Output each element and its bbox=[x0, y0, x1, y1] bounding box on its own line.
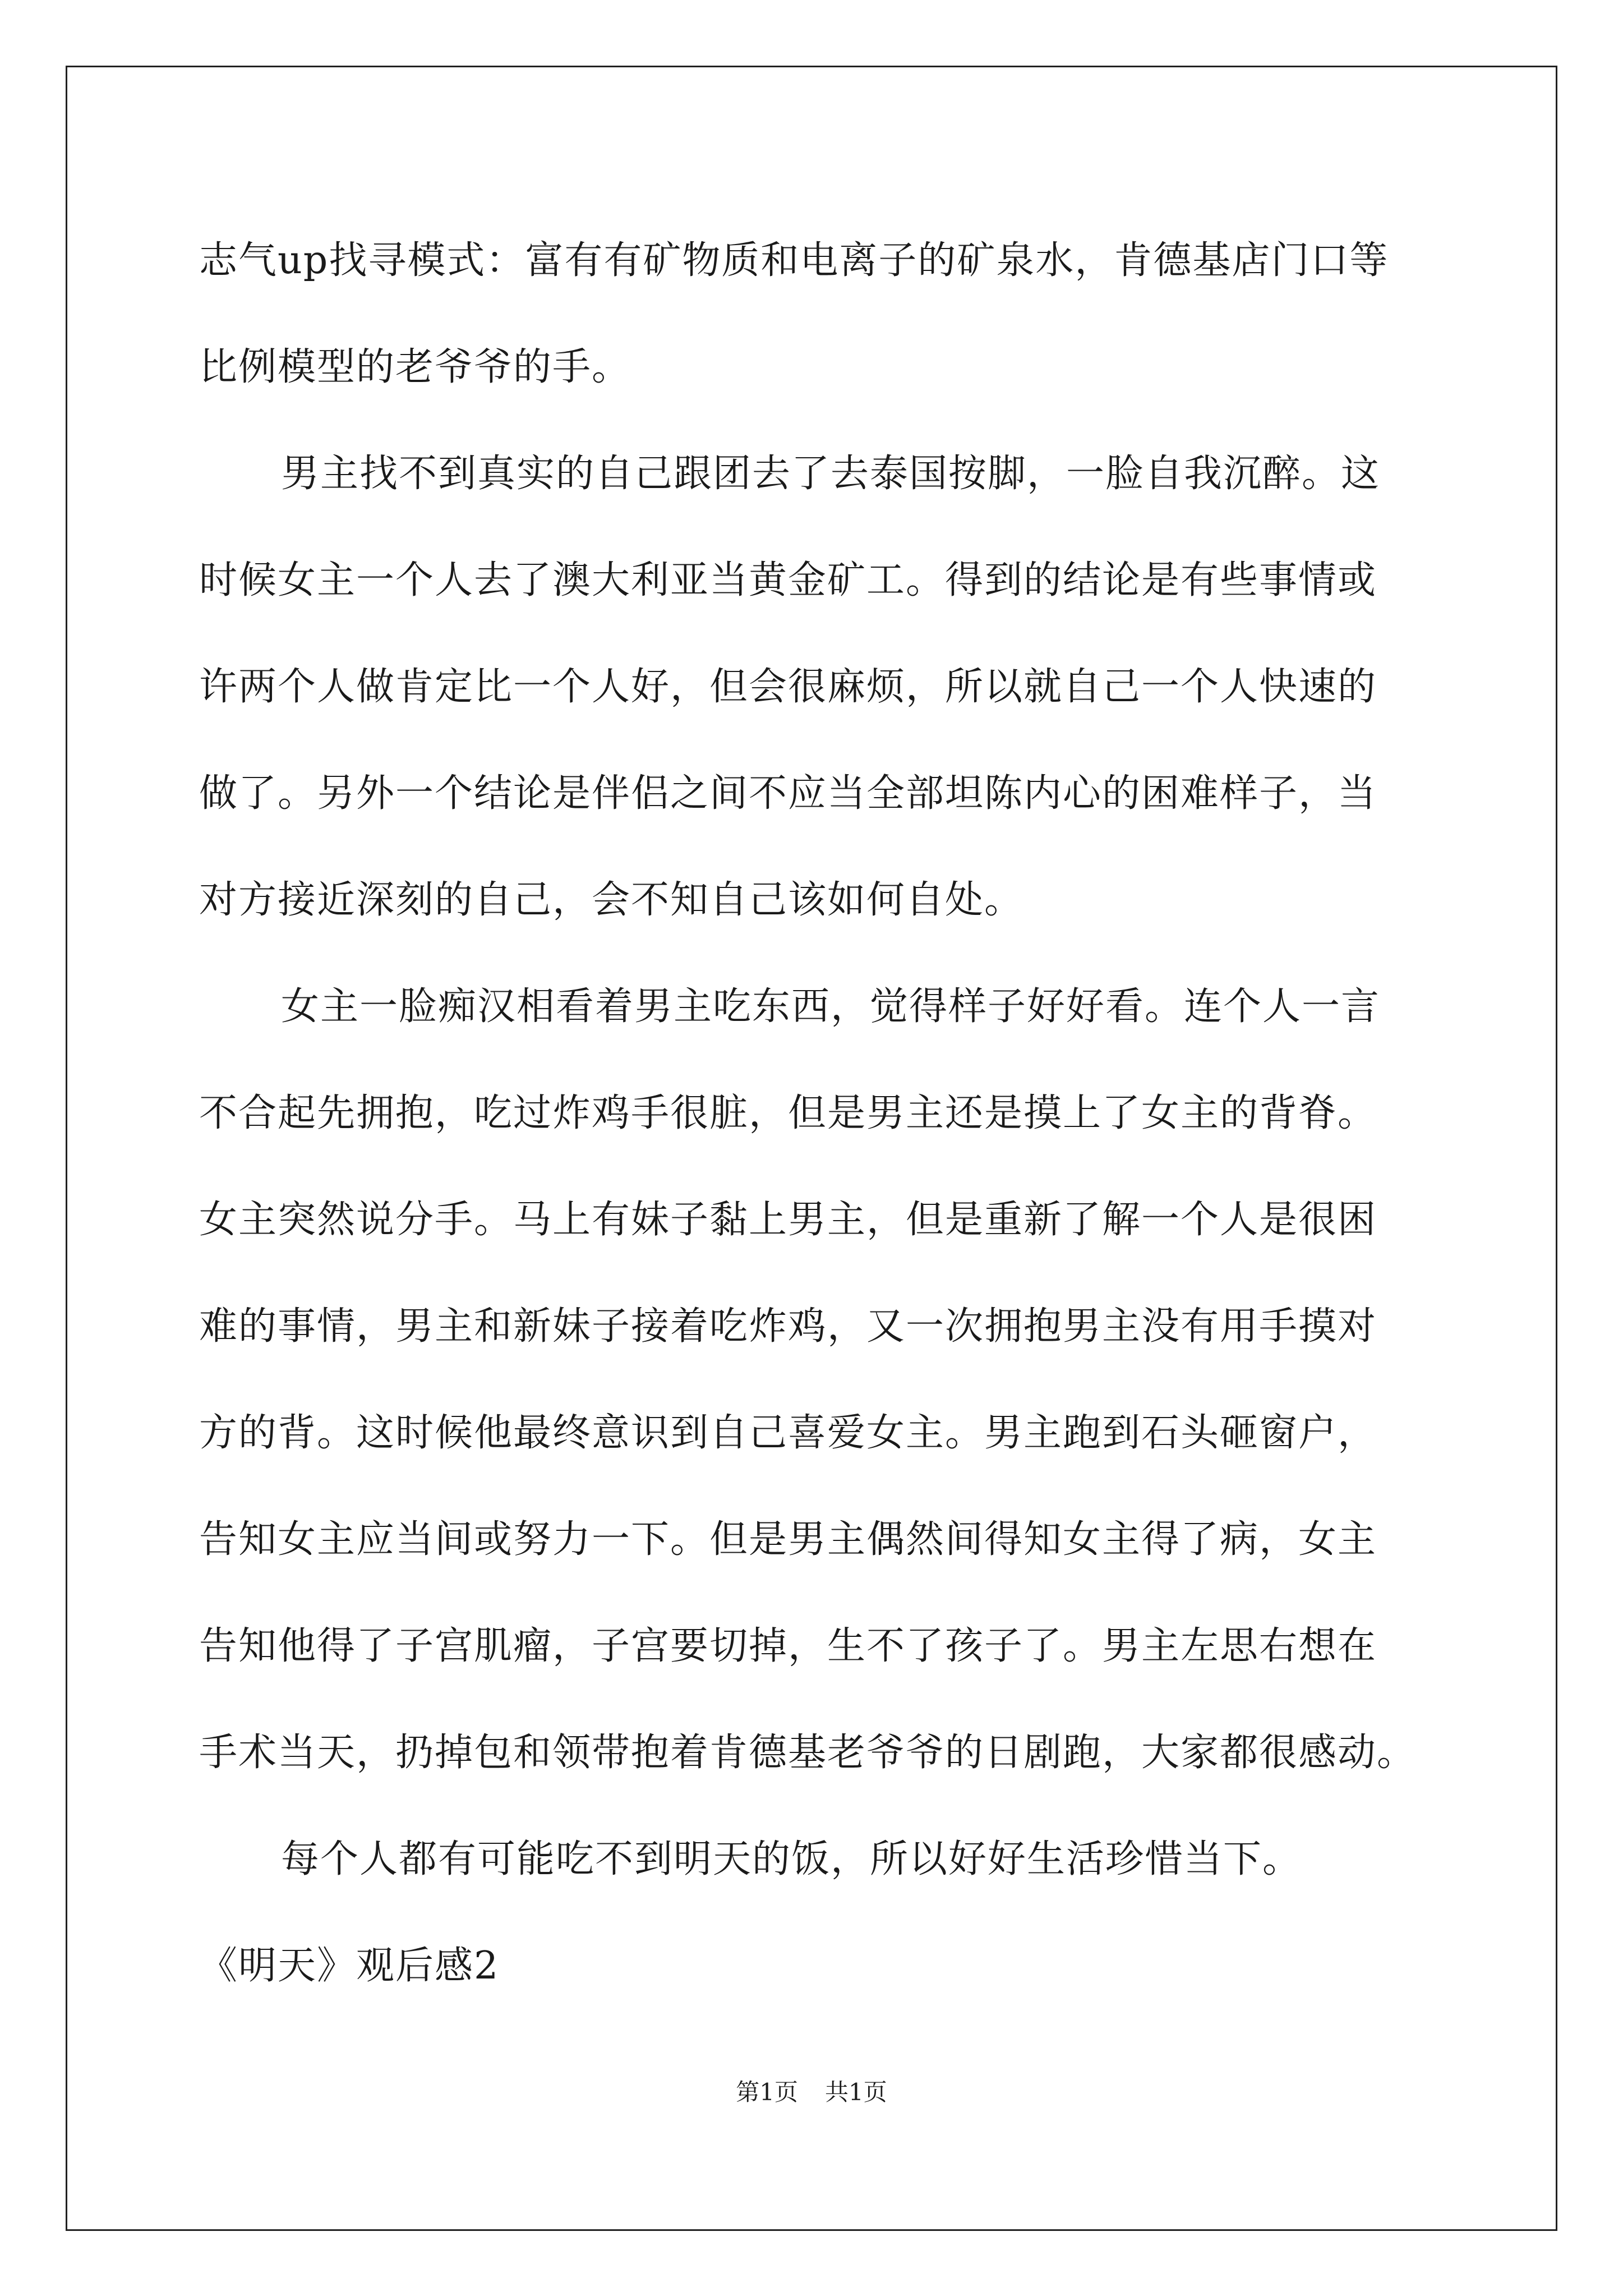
text-line: 告知女主应当间或努力一下。但是男主偶然间得知女主得了病，女主 bbox=[199, 1517, 1377, 1562]
page-number: 第1页 bbox=[736, 2078, 798, 2106]
page-total: 共1页 bbox=[825, 2078, 887, 2106]
section-heading: 《明天》观后感2 bbox=[199, 1944, 500, 1988]
document-body bbox=[199, 208, 1433, 2019]
text-line: 时候女主一个人去了澳大利亚当黄金矿工。得到的结论是有些事情或 bbox=[199, 558, 1377, 602]
text-line: 难的事情，男主和新妹子接着吃炸鸡，又一次拥抱男主没有用手摸对 bbox=[199, 1304, 1377, 1349]
text-line: 志气up找寻模式：富有有矿物质和电离子的矿泉水，肯德基店门口等 bbox=[199, 238, 1389, 283]
text-line: 许两个人做肯定比一个人好，但会很麻烦，所以就自己一个人快速的 bbox=[199, 665, 1377, 709]
text-line: 每个人都有可能吃不到明天的饭，所以好好生活珍惜当下。 bbox=[281, 1837, 1302, 1881]
text-line: 比例模型的老爷爷的手。 bbox=[199, 345, 631, 389]
text-line: 男主找不到真实的自己跟团去了去泰国按脚，一脸自我沉醉。这 bbox=[281, 452, 1381, 496]
text-line: 方的背。这时候他最终意识到自己喜爱女主。男主跑到石头砸窗户， bbox=[199, 1411, 1377, 1455]
text-line: 女主突然说分手。马上有妹子黏上男主，但是重新了解一个人是很困 bbox=[199, 1198, 1377, 1242]
text-line: 手术当天，扔掉包和领带抱着肯德基老爷爷的日剧跑，大家都很感动。 bbox=[199, 1731, 1417, 1775]
text-line: 女主一脸痴汉相看着男主吃东西，觉得样子好好看。连个人一言 bbox=[281, 984, 1381, 1029]
text-line: 对方接近深刻的自己，会不知自己该如何自处。 bbox=[199, 878, 1024, 922]
page-footer bbox=[0, 2076, 1623, 2109]
text-line: 不合起先拥抱，吃过炸鸡手很脏，但是男主还是摸上了女主的背脊。 bbox=[199, 1091, 1377, 1135]
text-line: 做了。另外一个结论是伴侣之间不应当全部坦陈内心的困难样子，当 bbox=[199, 771, 1377, 816]
text-line: 告知他得了子宫肌瘤，子宫要切掉，生不了孩子了。男主左思右想在 bbox=[199, 1624, 1377, 1668]
